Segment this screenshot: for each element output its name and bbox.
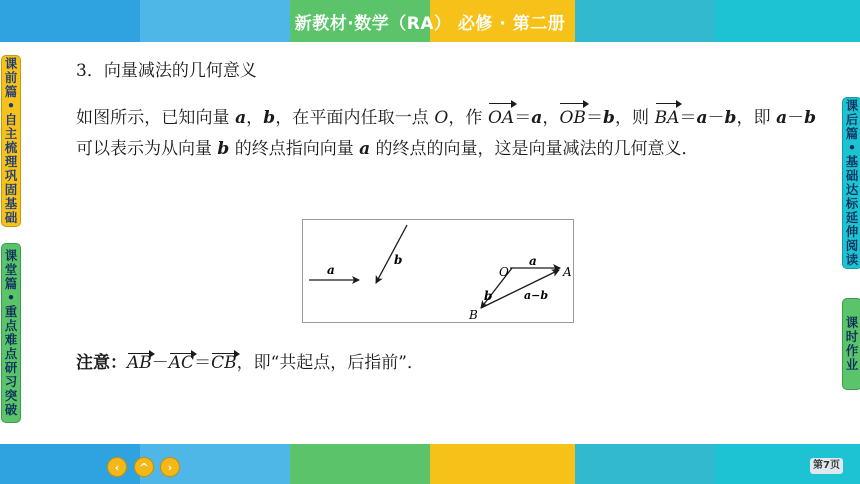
note-label: 注意： — [76, 353, 127, 373]
tab-char: 重 — [4, 304, 18, 319]
label-a-top: a — [529, 254, 537, 268]
tab-char: 习 — [4, 374, 18, 389]
text: 如图所示，已知向量 — [76, 108, 236, 128]
text: ＝ — [679, 108, 697, 128]
next-button[interactable]: › — [160, 457, 180, 477]
page-number: 第7页 — [810, 458, 843, 474]
tab-in-class[interactable] — [1, 243, 21, 423]
tab-char: 业 — [845, 357, 859, 372]
vector-ab: AB — [127, 353, 152, 373]
tab-post-class[interactable] — [842, 97, 860, 269]
note-line — [76, 348, 424, 373]
tab-char: 点 — [4, 346, 18, 361]
bottom-banner-seg-3 — [290, 444, 430, 484]
vector-b: b — [603, 108, 615, 128]
vector-b: b — [263, 108, 276, 128]
tab-char: 础 — [4, 210, 18, 225]
bottom-banner-seg-5 — [575, 444, 715, 484]
vector-a: a — [776, 108, 788, 128]
point-o: O — [434, 108, 449, 128]
tab-char: 课 — [4, 248, 18, 263]
text: － — [151, 353, 169, 373]
tab-char: 点 — [4, 318, 18, 333]
tab-char: 堂 — [4, 262, 18, 277]
tab-char: 伸 — [845, 224, 859, 239]
tab-char: • — [848, 140, 856, 155]
tab-char: 课 — [4, 56, 18, 71]
vector-ba: BA — [655, 103, 680, 134]
tab-char: 时 — [845, 329, 859, 344]
tab-char: 篇 — [4, 276, 18, 291]
label-a-minus-b: a−b — [524, 289, 549, 302]
tab-char: 读 — [845, 252, 859, 267]
tab-char: 延 — [845, 210, 859, 225]
tab-char: 梳 — [4, 140, 18, 155]
tab-char: 难 — [4, 332, 18, 347]
tab-char: 课 — [845, 98, 859, 113]
label-b-left: b — [394, 253, 403, 267]
tab-char: 基 — [4, 196, 18, 211]
tab-char: 础 — [845, 168, 859, 183]
text: － — [787, 108, 805, 128]
tab-char: 课 — [845, 315, 859, 330]
tab-char: 基 — [845, 154, 859, 169]
tab-char: 自 — [4, 112, 18, 127]
text: ＝ — [194, 353, 212, 373]
text: － — [707, 108, 725, 128]
text: 的终点指向向量 — [229, 139, 360, 159]
tab-char: • — [7, 290, 15, 305]
vector-b: b — [804, 108, 817, 128]
tab-char: 后 — [845, 112, 859, 127]
vector-ac: AC — [168, 353, 195, 373]
tab-char: 作 — [845, 343, 859, 358]
tab-char: 前 — [4, 70, 18, 85]
note-text: ，即“共起点，后指前”． — [236, 353, 424, 373]
text: ， — [246, 108, 264, 128]
bottom-banner — [0, 444, 860, 484]
text: ＝ — [514, 108, 532, 128]
tab-char: 巩 — [4, 168, 18, 183]
text: ，即 — [736, 108, 777, 128]
label-b-right: b — [484, 289, 493, 303]
label-a-point: A — [563, 265, 572, 279]
tab-char: 理 — [4, 154, 18, 169]
home-button[interactable]: ^ — [134, 457, 154, 477]
tab-char: 固 — [4, 182, 18, 197]
vector-ob: OB — [559, 103, 585, 134]
label-o: O — [499, 265, 509, 279]
text: 可以表示为从向量 — [76, 139, 218, 159]
tab-pre-class[interactable] — [1, 55, 21, 227]
vector-oa: OA — [488, 103, 514, 134]
header-title: 新教材·数学（RA） 必修 · 第二册 — [294, 13, 566, 34]
text: 的终点的向量，这是向量减法的几何意义． — [370, 139, 699, 159]
tab-char: 突 — [4, 388, 18, 403]
tab-char: 破 — [4, 402, 18, 417]
section-heading: 3．向量减法的几何意义 — [76, 61, 257, 81]
vector-a: a — [696, 108, 708, 128]
vector-cb: CB — [211, 353, 237, 373]
vector-a: a — [359, 139, 371, 159]
tab-char: 篇 — [845, 126, 859, 141]
vector-a: a — [531, 108, 543, 128]
vector-b: b — [724, 108, 737, 128]
vector-diagram-svg — [303, 220, 573, 322]
text: ，则 — [614, 108, 655, 128]
tab-char: 研 — [4, 360, 18, 375]
vector-b: b — [217, 139, 230, 159]
label-b-point: B — [469, 308, 478, 322]
text: ，作 — [448, 108, 488, 128]
tab-char: 主 — [4, 126, 18, 141]
text: ，在平面内任取一点 — [275, 108, 435, 128]
label-a-left: a — [327, 263, 335, 277]
tab-char: 达 — [845, 182, 859, 197]
prev-button[interactable]: ‹ — [107, 457, 127, 477]
tab-char: 篇 — [4, 84, 18, 99]
text: ， — [542, 108, 560, 128]
explanation-paragraph — [76, 103, 816, 165]
bottom-banner-seg-4 — [430, 444, 575, 484]
tab-homework[interactable] — [842, 298, 860, 390]
vector-a: a — [235, 108, 247, 128]
vector-diagram — [302, 219, 574, 323]
tab-char: 标 — [845, 196, 859, 211]
text: ＝ — [585, 108, 604, 128]
tab-char: • — [7, 98, 15, 113]
tab-char: 阅 — [845, 238, 859, 253]
